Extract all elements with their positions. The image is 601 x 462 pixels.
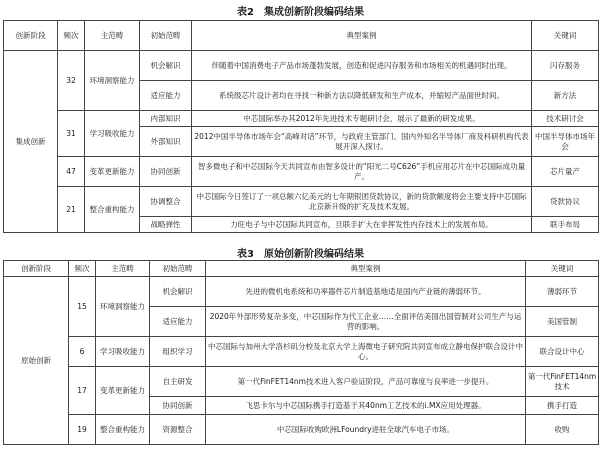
keyword-cell: 芯片量产	[532, 157, 599, 187]
table2-header-row	[4, 21, 599, 51]
header-kw: 关键词	[526, 261, 599, 277]
header-freq: 频次	[58, 21, 85, 51]
init-category-cell: 协同创新	[140, 157, 192, 187]
case-cell: 2020年外部形势复杂多变，中芯国际作为代工企业……全面评估美国出国管制对公司生产与运营的影响。	[206, 307, 526, 337]
header-case: 典型案例	[192, 21, 532, 51]
init-category-cell: 外部知识	[140, 127, 192, 157]
freq-cell: 31	[58, 111, 85, 157]
table-row	[4, 111, 599, 127]
table-row	[4, 337, 599, 367]
header-init: 初始范畴	[150, 261, 206, 277]
init-category-cell: 机会解识	[140, 51, 192, 81]
stage-cell: 集成创新	[4, 51, 58, 233]
case-cell: 第一代FinFET14nm技术进入客户验证阶段，产品可靠度与良率进一步提升。	[206, 367, 526, 397]
init-category-cell: 战略弹性	[140, 217, 192, 233]
main-category-cell: 变革更新能力	[85, 157, 140, 187]
header-init: 初始范畴	[140, 21, 192, 51]
freq-cell: 32	[58, 51, 85, 111]
table-row	[4, 415, 599, 445]
header-freq: 频次	[69, 261, 96, 277]
main-category-cell: 整合重构能力	[85, 187, 140, 233]
table2-caption: 表2 集成创新阶段编码结果	[237, 7, 364, 18]
keyword-cell: 收购	[526, 415, 599, 445]
main-category-cell: 环境洞察能力	[85, 51, 140, 111]
header-main: 主范畴	[96, 261, 150, 277]
freq-cell: 15	[69, 277, 96, 337]
keyword-cell: 第一代FinFET14nm技术	[526, 367, 599, 397]
case-cell: 伴随着中国消费电子产品市场蓬勃发展，创造和促进闪存服务和市场相关的机遇同时出现。	[192, 51, 532, 81]
keyword-cell: 贷款协议	[532, 187, 599, 217]
case-cell: 中芯国际收购欧洲LFoundry进驻全球汽车电子市场。	[206, 415, 526, 445]
keyword-cell: 薄弱环节	[526, 277, 599, 307]
header-stage: 创新阶段	[4, 261, 69, 277]
header-case: 典型案例	[206, 261, 526, 277]
freq-cell: 21	[58, 187, 85, 233]
init-category-cell: 适应能力	[140, 81, 192, 111]
case-cell: 2012中国半导体市场年会“高峰对话”环节，与政府主管部门、国内外知名半导体厂商及科研机构代表展开深入探讨。	[192, 127, 532, 157]
keyword-cell: 联手布局	[532, 217, 599, 233]
keyword-cell: 联合设计中心	[526, 337, 599, 367]
case-cell: 系统级芯片设计者均在寻找一种新方法以降低研发和生产成本，并缩短产品面世时间。	[192, 81, 532, 111]
freq-cell: 47	[58, 157, 85, 187]
main-category-cell: 学习吸收能力	[96, 337, 150, 367]
main-category-cell: 学习吸收能力	[85, 111, 140, 157]
table-row	[4, 277, 599, 307]
freq-cell: 6	[69, 337, 96, 367]
keyword-cell: 美国管制	[526, 307, 599, 337]
keyword-cell: 中国半导体市场年会	[532, 127, 599, 157]
init-category-cell: 协调整合	[140, 187, 192, 217]
keyword-cell: 携手打造	[526, 397, 599, 415]
init-category-cell: 适应能力	[150, 307, 206, 337]
table3-header-row	[4, 261, 599, 277]
stage-cell: 原始创新	[4, 277, 69, 445]
table2	[3, 20, 599, 233]
init-category-cell: 内部知识	[140, 111, 192, 127]
init-category-cell: 机会解识	[150, 277, 206, 307]
case-cell: 中芯国际举办其2012年先进技术专题研讨会，展示了最新的研发成果。	[192, 111, 532, 127]
table-row	[4, 157, 599, 187]
case-cell: 中芯国际今日签订了一项总额六亿美元的七年期银团贷款协议，新的贷款额度将会主要支持中芯国际北京新升级的扩充及技术发展。	[192, 187, 532, 217]
init-category-cell: 自主研发	[150, 367, 206, 397]
header-main: 主范畴	[85, 21, 140, 51]
freq-cell: 17	[69, 367, 96, 415]
init-category-cell: 协同创新	[150, 397, 206, 415]
keyword-cell: 新方法	[532, 81, 599, 111]
init-category-cell: 组织学习	[150, 337, 206, 367]
table-row	[4, 367, 599, 397]
table3-caption: 表3 原始创新阶段编码结果	[237, 249, 364, 260]
main-category-cell: 整合重构能力	[96, 415, 150, 445]
main-category-cell: 变革更新能力	[96, 367, 150, 415]
case-cell: 先进的微机电系统和功率器件芯片制造基地适是国内产业链的薄弱环节。	[206, 277, 526, 307]
case-cell: 力旺电子与中芯国际共同宣布，旦联手扩大在非挥发性内存技术上的发展布局。	[192, 217, 532, 233]
keyword-cell: 技术研讨会	[532, 111, 599, 127]
table-row	[4, 187, 599, 217]
keyword-cell: 闪存服务	[532, 51, 599, 81]
header-kw: 关键词	[532, 21, 599, 51]
table3	[3, 260, 599, 445]
table-row	[4, 51, 599, 81]
case-cell: 中芯国际与加州大学洛杉矶分校及北京大学上海微电子研究院共同宣布成立静电保护联合设计中心。	[206, 337, 526, 367]
init-category-cell: 资源整合	[150, 415, 206, 445]
header-stage: 创新阶段	[4, 21, 58, 51]
main-category-cell: 环境洞察能力	[96, 277, 150, 337]
case-cell: 飞思卡尔与中芯国际携手打造基于其40nm工艺技术的i.MX应用处理器。	[206, 397, 526, 415]
case-cell: 智多微电子和中芯国际今天共同宣布由智多设计的“阳光二号C626”手机应用芯片在中芯国际成功量产。	[192, 157, 532, 187]
freq-cell: 19	[69, 415, 96, 445]
